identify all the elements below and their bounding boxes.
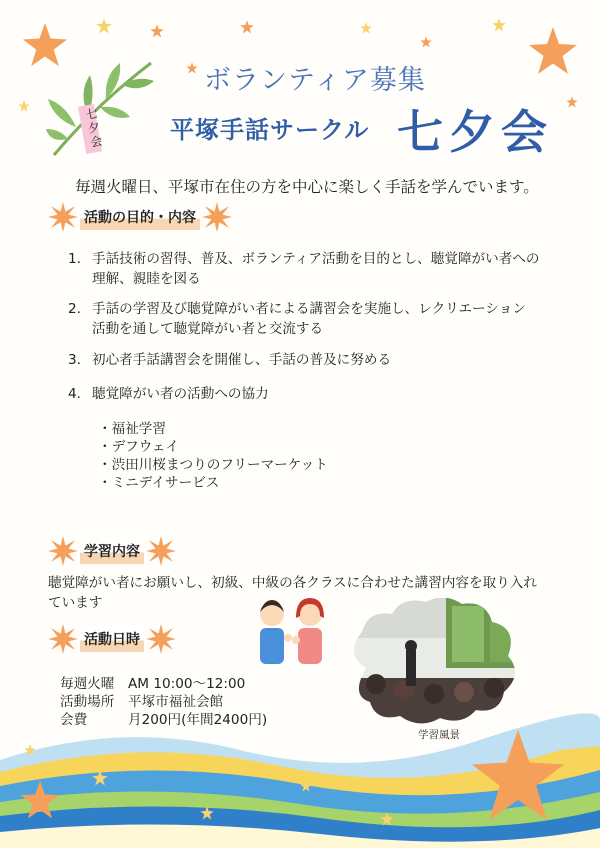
burst-icon — [146, 536, 176, 566]
bullet-item: ・福祉学習 — [98, 421, 166, 437]
purpose-item: 2. 手話の学習及び聴覚障がい者による講習会を実施し、レクリエーション 活動を通して聴覚障がい者と交流する — [68, 301, 526, 337]
bullet-item: ・渋田川桜まつりのフリーマーケット — [98, 457, 328, 473]
star-icon — [96, 18, 112, 34]
purpose-item: 4. 聴覚障がい者の活動への協力 — [68, 386, 269, 402]
purpose-item: 1. 手話技術の習得、普及、ボランティア活動を目的とし、聴覚障がい者への 理解、親睦を図る — [68, 251, 540, 287]
star-icon — [24, 744, 36, 756]
tanzaku-text: 七夕会 — [84, 106, 104, 150]
burst-icon — [146, 624, 176, 654]
photo-caption: 学習風景 — [418, 729, 460, 741]
star-icon — [420, 36, 432, 48]
section-schedule-title: 活動日時 — [80, 626, 144, 652]
star-icon — [492, 18, 506, 32]
star-icon — [470, 728, 566, 824]
circle-name: 七夕会 — [397, 105, 553, 159]
burst-icon — [48, 624, 78, 654]
recruitment-subtitle: ボランティア募集 — [204, 65, 426, 96]
star-icon — [528, 26, 578, 76]
section-learning-heading — [48, 536, 176, 566]
star-icon — [186, 62, 198, 74]
intro-text: 毎週火曜日、平塚市在住の方を中心に楽しく手話を学んでいます。 — [75, 178, 539, 196]
section-schedule-heading — [48, 624, 176, 654]
bamboo-icon — [46, 55, 156, 165]
burst-icon — [48, 202, 78, 232]
section-learning-title: 学習内容 — [80, 538, 144, 564]
schedule-row: 活動場所 平塚市福祉会館 — [60, 694, 224, 710]
star-icon — [20, 780, 60, 820]
star-icon — [566, 96, 578, 108]
purpose-item: 3. 初心者手話講習会を開催し、手話の普及に努める — [68, 352, 392, 368]
bullet-item: ・ミニデイサービス — [98, 475, 220, 491]
star-icon — [150, 24, 164, 38]
bullet-item: ・デフウェイ — [98, 439, 180, 455]
star-icon — [360, 22, 372, 34]
star-icon — [200, 806, 214, 820]
section-purpose-title: 活動の目的・内容 — [80, 204, 200, 230]
sign-language-people-illustration — [252, 596, 332, 668]
circle-prefix: 平塚手話サークル — [170, 116, 370, 144]
schedule-row: 会費 月200円(年間2400円) — [60, 712, 268, 728]
burst-icon — [48, 536, 78, 566]
star-icon — [380, 812, 394, 826]
star-icon — [300, 780, 312, 792]
learning-text: 聴覚障がい者にお願いし、初級、中級の各クラスに合わせた講習内容を取り入れています — [48, 575, 537, 611]
star-icon — [92, 770, 108, 786]
star-icon — [18, 100, 30, 112]
burst-icon — [202, 202, 232, 232]
star-icon — [240, 20, 254, 34]
schedule-row: 毎週火曜 AM 10:00～12:00 — [60, 676, 246, 692]
section-purpose-heading — [48, 202, 232, 232]
